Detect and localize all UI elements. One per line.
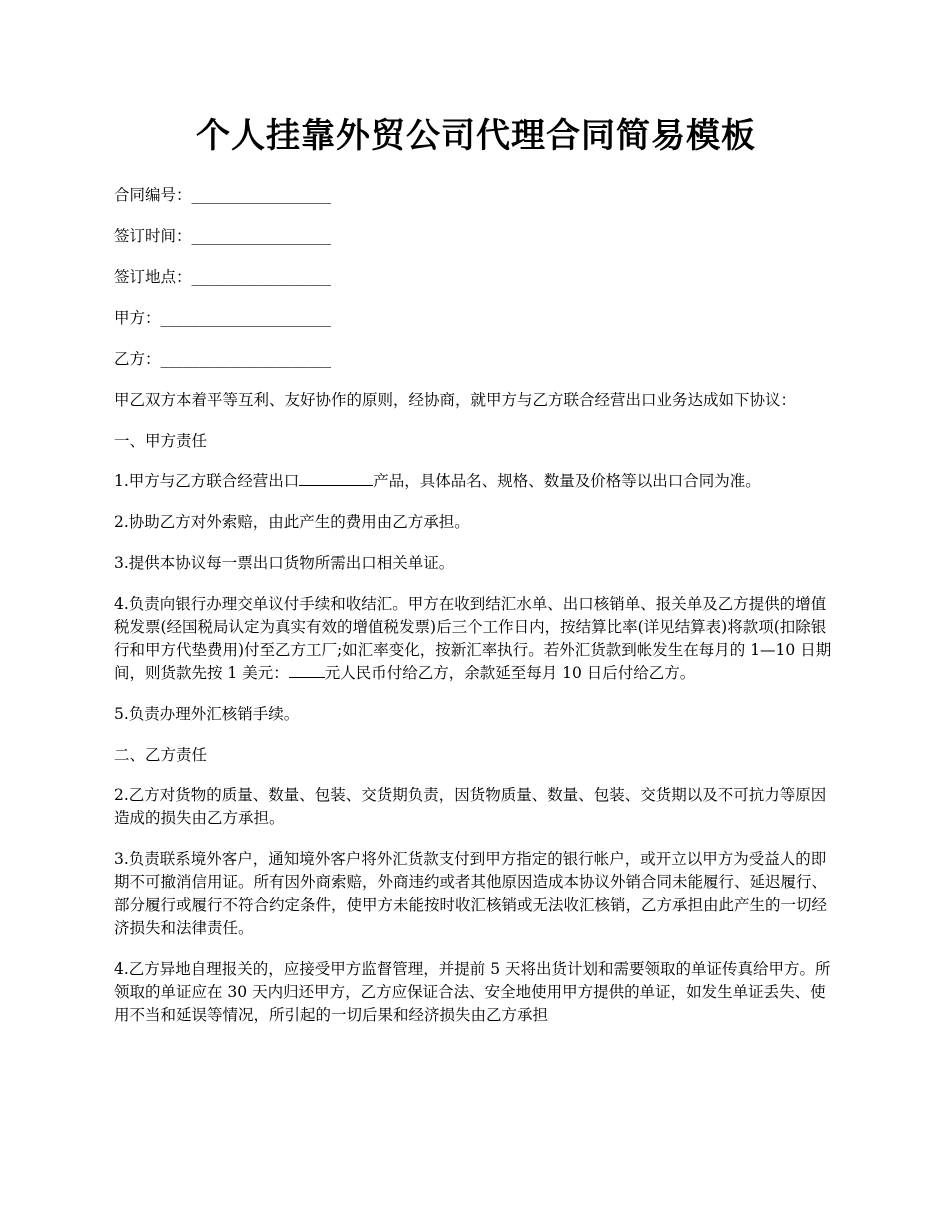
field-label: 甲方：	[114, 309, 161, 327]
item-text: 元人民币付给乙方，余款延至每月 10 日后付给乙方。	[324, 664, 696, 682]
exchange-rate-blank	[289, 662, 325, 678]
sign-place-field	[114, 266, 838, 288]
contract-number-field	[114, 184, 838, 206]
section-heading-party-a: 一、甲方责任	[114, 432, 208, 450]
section-heading-party-b: 二、乙方责任	[114, 746, 208, 764]
party-a-item-4	[114, 593, 838, 685]
party-a-item-3: 3.提供本协议每一票出口货物所需出口相关单证。	[114, 554, 455, 572]
intro-paragraph: 甲乙双方本着平等互利、友好协作的原则，经协商，就甲方与乙方联合经营出口业务达成如下协议：	[114, 391, 797, 409]
field-underline: __________________	[191, 186, 332, 204]
sign-date-field	[114, 225, 838, 247]
party-b-item-2: 2.乙方对货物的质量、数量、包装、交货期负责，因货物质量、数量、包装、交货期以及不可抗力等原因造成的损失由乙方承担。	[114, 786, 827, 827]
product-blank	[299, 470, 373, 486]
party-b-field	[114, 348, 838, 370]
field-label: 签订时间：	[114, 227, 192, 245]
item-text: 1.甲方与乙方联合经营出口	[114, 472, 300, 490]
party-a-item-2: 2.协助乙方对外索赔，由此产生的费用由乙方承担。	[114, 513, 470, 531]
field-label: 乙方：	[114, 350, 161, 368]
item-text: 4.负责向银行办理交单议付手续和收结汇。甲方在收到结汇水单、出口核销单、报关单及乙方提供的增值税发票(经国税局认定为真实有效的增值税发票)后三个工作日内，按结算比率(详见结算表)将款项(扣除银行和甲方代垫费用)付至乙方工厂;如汇率变化，按新汇率执行。若外汇货款到帐发生在每月的 1—10 日期间，则货款先按 1 美元：	[114, 595, 832, 682]
party-a-item-1	[114, 470, 838, 493]
field-underline: __________________	[191, 268, 332, 286]
field-underline: ______________________	[160, 309, 332, 327]
field-underline: __________________	[191, 227, 332, 245]
field-label: 签订地点：	[114, 268, 192, 286]
party-a-field	[114, 307, 838, 329]
field-label: 合同编号：	[114, 186, 192, 204]
party-a-item-5: 5.负责办理外汇核销手续。	[114, 705, 300, 723]
document-title: 个人挂靠外贸公司代理合同简易模板	[196, 116, 756, 156]
item-text: 产品，具体品名、规格、数量及价格等以出口合同为准。	[373, 472, 761, 490]
field-underline: ______________________	[160, 350, 332, 368]
party-b-item-3: 3.负责联系境外客户，通知境外客户将外汇货款支付到甲方指定的银行帐户，或开立以甲方为受益人的即期不可撤消信用证。所有因外商索赔，外商违约或者其他原因造成本协议外销合同未能履行、延迟履行、部分履行或履行不符合约定条件，使甲方未能按时收汇核销或无法收汇核销，乙方承担由此产生的一切经济损失和法律责任。	[114, 850, 828, 937]
party-b-item-4: 4.乙方异地自理报关的，应接受甲方监督管理，并提前 5 天将出货计划和需要领取的单证传真给甲方。所领取的单证应在 30 天内归还甲方，乙方应保证合法、安全地使用甲方提供的单证，如发生单证丢失、使用不当和延误等情况，所引起的一切后果和经济损失由乙方承担	[114, 960, 831, 1024]
